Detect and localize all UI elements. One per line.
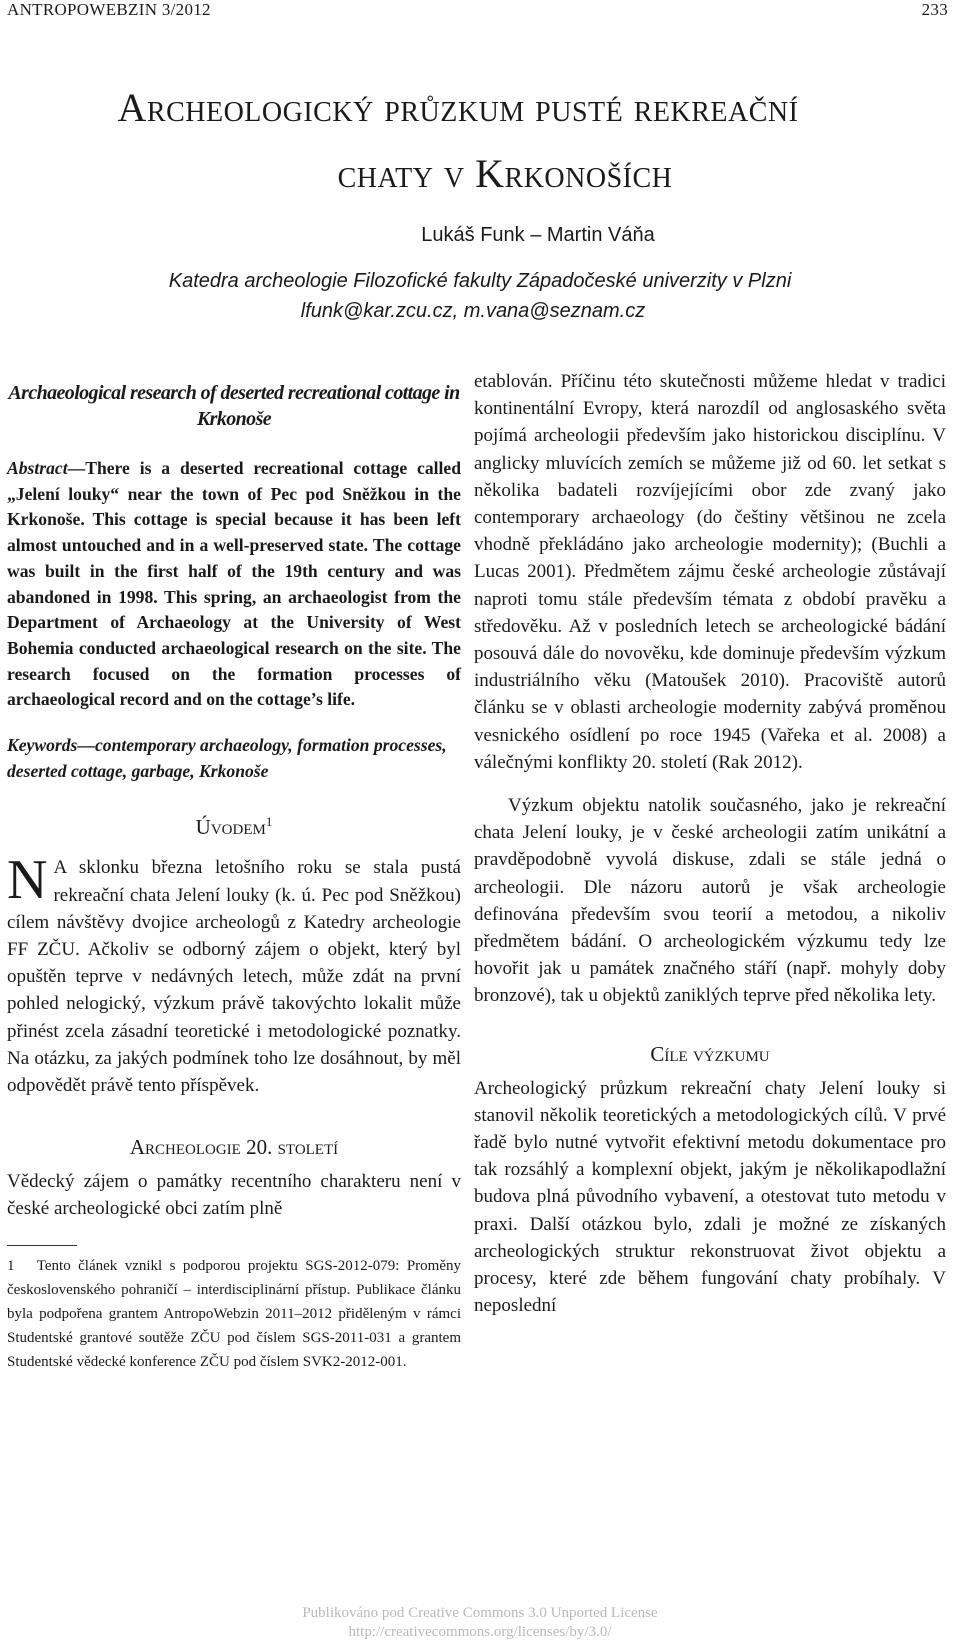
uvod-text: A sklonku března letošního roku se stala pustá rekreační chata Jelení louky (k. ú. Pec pod Sněžkou) cílem návštěvy dvojice archeologů z Katedry archeologie FF ZČU. Ačkoliv se odborný zájem o objekt, který byl opuštěn teprve v nedávných letech, může zdát na první pohled nelogický, výzkum právě takovýchto lokalit může přinést zcela zásadní teoretické i metodologické poznatky. Na otázku, za jakých podmínek toho lze dosáhnout, by měl odpovědět právě tento příspěvek. (7, 857, 461, 1097)
footnote-mark: 1 (265, 814, 273, 830)
uvod-paragraph (7, 849, 461, 1099)
article-title (0, 75, 960, 207)
license-text: Publikováno pod Creative Commons 3.0 Unported License (302, 1605, 658, 1621)
right-paragraph-3: Archeologický průzkum rekreační chaty Jelení louky si stanovil několik teoretických a metodologických cílů. V prvé řadě bylo nutné vytvořit efektivní metodu dokumentace pro tak rozsáhlý a komplexní objekt, jakým je několikapodlažní budova plná původního vybavení, a otestovat tuto metodu v praxi. Další otázkou bylo, zdali je možné ze získaných archeologických struktur rekonstruovat život objektu a procesy, které zde během fungování chaty probíhaly. V neposlední (474, 1077, 946, 1317)
keywords-dash: — (77, 735, 95, 756)
footnote-divider (7, 1245, 77, 1246)
journal-name: ANTROPOWEBZIN 3/2012 (7, 0, 211, 19)
archeologie-20-paragraph: Vědecký zájem o památky recentního charakteru není v české archeologické obci zatím plně (7, 1171, 461, 1220)
title-line-1: Archeologický průzkum pusté rekreační (117, 85, 799, 130)
footnote-text: Tento článek vznikl s podporou projektu SGS-2012-079: Proměny československého pohraničí – interdisciplinární přístup. Publikace článku byla podpořena grantem AntropoWebzin 2011–2012 přiděleným v rámci Studentské grantové soutěže ZČU pod číslem SGS-2011-031 a grantem Studentské vědecké konference ZČU pod číslem SVK2-2012-001. (7, 1257, 461, 1371)
section-heading-cile: Cíle výzkumu (650, 1041, 770, 1066)
section-heading-uvod (7, 814, 461, 840)
keywords (7, 733, 461, 784)
running-head (0, 0, 960, 24)
keywords-label: Keywords (7, 735, 78, 756)
footnote (7, 1254, 461, 1375)
abstract-dash: — (67, 458, 86, 478)
abstract (7, 456, 461, 713)
footnote-number: 1 (7, 1257, 15, 1274)
right-paragraph-2: Výzkum objektu natolik současného, jako je rekreační chata Jelení louky, je v české archeologii zatím unikátní a pravděpodobně vyvolá diskuse, zdali se stále jedná o archeologii. Dle názoru autorů je však archeologie definována především svou teorií a metodou, a nikoliv předmětem bádání. O archeologickém výzkumu tedy lze hovořit jak u památek značného stáří (např. mohyly doby bronzové), tak u objektů zaniklých teprve před několika lety. (474, 795, 946, 1007)
right-column (474, 371, 946, 1320)
left-column (7, 380, 461, 1375)
drop-cap: N (7, 849, 48, 912)
english-title: Archaeological research of deserted recreational cottage in Krkonoše (8, 382, 460, 430)
license-url[interactable]: http://creativecommons.org/licenses/by/3.0/ (348, 1624, 612, 1640)
authors: Lukáš Funk – Martin Váňa (421, 224, 655, 246)
abstract-label: Abstract (7, 458, 68, 478)
right-paragraph-1: etablován. Příčinu této skutečnosti můžeme hledat v tradici kontinentální Evropy, která narozdíl od anglosaského světa pojímá archeologii především jako historickou disciplínu. V anglicky mluvících zemích se můžeme již od 60. let setkat s několika badateli rozvíjejícími obor zde zvaný jako contemporary archaeology (do češtiny většinou ne zcela vhodně překládáno jako archeologie modernity); (Buchli a Lucas 2001). Předmětem zájmu české archeologie zůstávají naproti tomu stále především témata z období pravěku a středověku. Až v posledních letech se archeologické bádání posouvá dále do novověku, kde dominuje především výzkum industriálního věku (Matoušek 2010). Pracoviště autorů článku se v oblasti archeologie modernity zabývá proměnou vesnického osídlení po roce 1945 (Vařeka et al. 2008) a válečnými konflikty 20. století (Rak 2012). (474, 371, 946, 773)
page-number: 233 (921, 0, 948, 19)
affiliation: Katedra archeologie Filozofické fakulty Západočeské univerzity v Plzni (168, 270, 792, 292)
section-heading-archeologie-20: Archeologie 20. století (129, 1135, 339, 1160)
abstract-text: There is a deserted recreational cottage called „Jelení louky“ near the town of Pec pod Sněžkou in the Krkonoše. This cottage is special because it has been left almost untouched and in a well-preserved state. The cottage was built in the first half of the 19th century and was abandoned in 1998. This spring, an archaeologist from the Department of Archaeology at the University of West Bohemia conducted archaeological research on the site. The research focused on the formation processes of archaeological record and on the cottage’s life. (7, 458, 461, 710)
section-heading-uvod-text: Úvodem (195, 815, 266, 840)
title-line-2: chaty v Krkonoších (337, 151, 673, 196)
author-emails: lfunk@kar.zcu.cz, m.vana@seznam.cz (300, 300, 646, 322)
keywords-text: contemporary archaeology, formation processes, deserted cottage, garbage, Krkonoše (7, 735, 447, 781)
